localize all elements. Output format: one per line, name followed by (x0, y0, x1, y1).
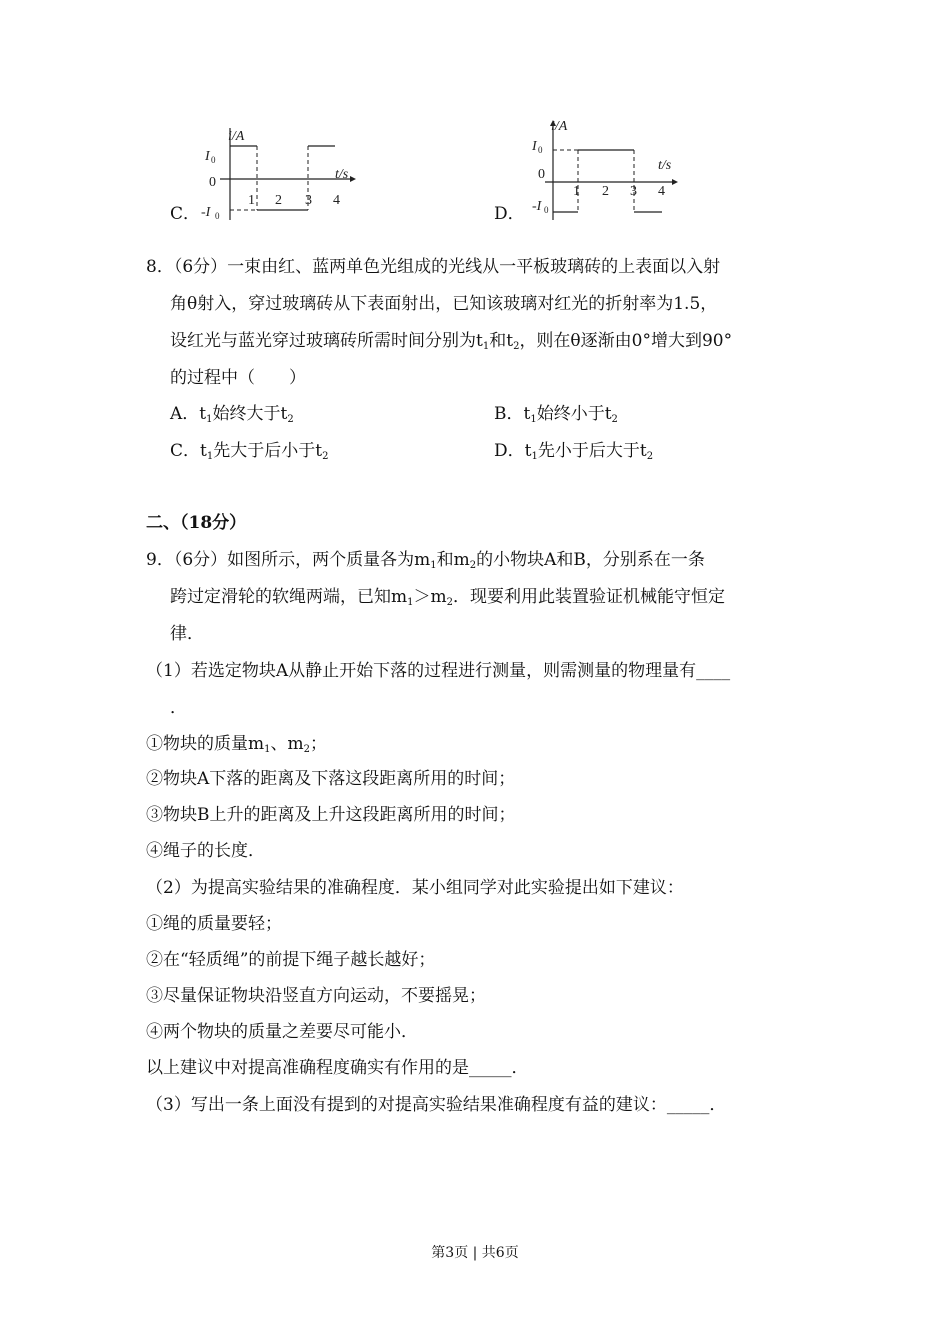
q9-part-3: （3）写出一条上面没有提到的对提高实验结果准确程度有益的建议：_____． (146, 1095, 727, 1115)
graph-d-zero: 0 (538, 167, 545, 182)
graph-d-neg-i0: -I (532, 199, 542, 214)
q9-suggestion-4: ④两个物块的质量之差要尽可能小． (146, 1022, 418, 1042)
graph-c-ylabel: i/A (228, 129, 245, 144)
q8-line-1: 8．（6分）一束由红、蓝两单色光组成的光线从一平板玻璃砖的上表面以入射 (146, 257, 721, 277)
graph-d-i0: I (532, 139, 537, 154)
q9-suggestion-1: ①绳的质量要轻； (146, 914, 282, 934)
q9-part-2: （2）为提高实验结果的准确程度．某小组同学对此实验提出如下建议： (146, 878, 684, 898)
q9-line-1: 9．（6分）如图所示，两个质量各为$m_1$和$m_2$的小物块A和B，分别系在一条 (146, 550, 705, 571)
q8-line-4: 的过程中（ ） (170, 368, 306, 388)
q8-option-b: B．$t_1$始终小于$t_2$ (494, 404, 618, 425)
q9-suggestion-2: ②在“轻质绳”的前提下绳子越长越好； (146, 950, 436, 970)
graph-d-ylabel: i/A (551, 119, 568, 134)
q9-part-1: （1）若选定物块A从静止开始下落的过程进行测量，则需测量的物理量有____ (146, 661, 731, 681)
graph-c-i0: I (205, 149, 210, 164)
q9-part-1-end: ． (170, 698, 187, 718)
page-footer: 第3页 | 共6页 (431, 1245, 519, 1261)
q9-item-1: ①物块的质量$m_1$、$m_2$； (146, 734, 327, 755)
graph-c-neg-i0-sub: 0 (215, 211, 220, 221)
q8-option-d: D．$t_1$先小于后大于$t_2$ (494, 441, 654, 462)
q8-line-3: 设红光与蓝光穿过玻璃砖所需时间分别为$t_1$和$t_2$，则在θ逐渐由0°增大到90° (170, 331, 733, 352)
q8-line-2: 角θ射入，穿过玻璃砖从下表面射出，已知该玻璃对红光的折射率为1.5， (170, 294, 718, 314)
q9-item-3: ③物块B上升的距离及上升这段距离所用的时间； (146, 805, 516, 825)
graph-c-tick-3: 3 (305, 193, 312, 208)
option-c-label: C． (170, 204, 201, 224)
graph-c-neg-i0: -I (201, 205, 211, 220)
q9-line-3: 律． (170, 624, 204, 644)
graph-d-tick-2: 2 (602, 184, 609, 199)
q8-option-c: C．$t_1$先大于后小于$t_2$ (170, 441, 329, 462)
q8-option-a: A．$t_1$始终大于$t_2$ (170, 404, 294, 425)
graph-c-xlabel: t/s (335, 167, 349, 182)
q9-item-4: ④绳子的长度． (146, 841, 265, 861)
graph-d-tick-3: 3 (630, 184, 637, 199)
graph-d-xlabel: t/s (658, 158, 672, 173)
graph-c-tick-2: 2 (275, 193, 282, 208)
option-d-label: D． (494, 204, 525, 224)
graph-c-i0-sub: 0 (211, 155, 216, 165)
section-2-heading: 二、（18分） (146, 513, 247, 533)
graph-c-zero: 0 (209, 175, 216, 190)
graph-d-tick-4: 4 (658, 184, 665, 199)
q9-suggestion-3: ③尽量保证物块沿竖直方向运动，不要摇晃； (146, 986, 486, 1006)
q9-item-2: ②物块A下落的距离及下落这段距离所用的时间； (146, 769, 516, 789)
graph-d-x-arrow (672, 179, 678, 185)
graph-d-neg-i0-sub: 0 (544, 205, 549, 215)
q9-line-2: 跨过定滑轮的软绳两端，已知$m_1>m_2$．现要利用此装置验证机械能守恒定 (170, 587, 725, 608)
graph-d-i0-sub: 0 (538, 145, 543, 155)
graph-d (520, 112, 690, 227)
graph-c (195, 120, 365, 230)
q9-suggestion-conclusion: 以上建议中对提高准确程度确实有作用的是_____． (146, 1058, 529, 1078)
graph-d-tick-1: 1 (573, 184, 580, 199)
graph-c-x-arrow (350, 176, 356, 182)
graph-c-tick-4: 4 (333, 193, 340, 208)
graph-c-tick-1: 1 (248, 193, 255, 208)
